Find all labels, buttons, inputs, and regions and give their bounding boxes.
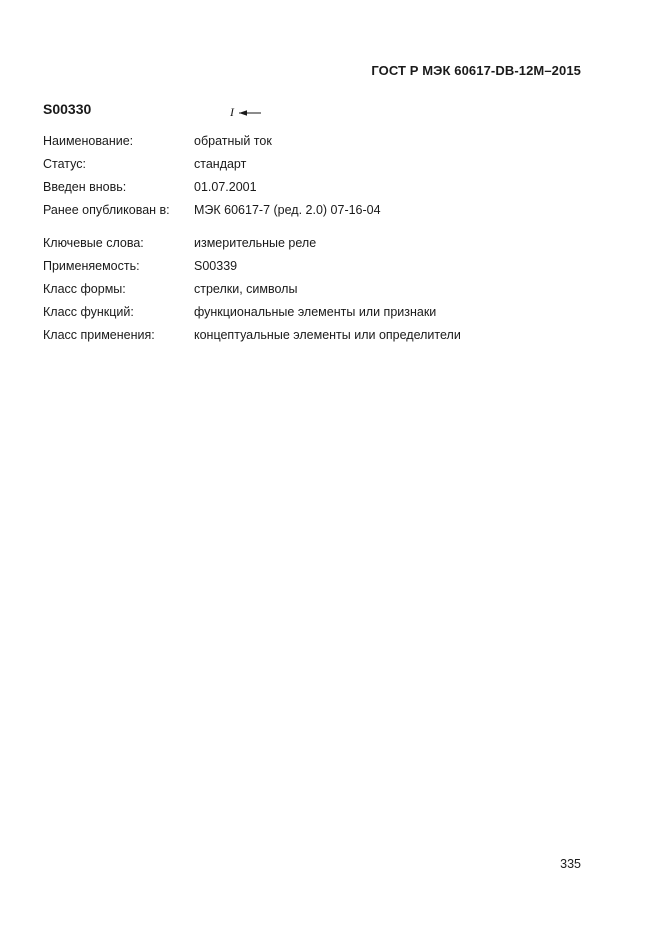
svg-text:I: I bbox=[230, 105, 234, 119]
field-label-previously-published: Ранее опубликован в: bbox=[43, 203, 170, 217]
field-value-function-class: функциональные элементы или признаки bbox=[194, 305, 437, 319]
field-label-applicability: Применяемость: bbox=[43, 259, 140, 273]
field-value-shape-class: стрелки, символы bbox=[194, 282, 298, 296]
field-label-name: Наименование: bbox=[43, 134, 134, 148]
field-value-keywords: измерительные реле bbox=[194, 236, 317, 250]
field-value-status: стандарт bbox=[194, 157, 247, 171]
field-label-introduced: Введен вновь: bbox=[43, 180, 127, 194]
field-label-shape-class: Класс формы: bbox=[43, 282, 126, 296]
field-value-name: обратный ток bbox=[194, 134, 272, 148]
field-value-application-class: концептуальные элементы или определители bbox=[194, 328, 461, 342]
field-value-previously-published: МЭК 60617-7 (ред. 2.0) 07-16-04 bbox=[194, 203, 381, 217]
field-value-introduced: 01.07.2001 bbox=[194, 180, 257, 194]
page-number: 335 bbox=[560, 857, 581, 871]
field-label-application-class: Класс применения: bbox=[43, 328, 155, 342]
field-label-keywords: Ключевые слова: bbox=[43, 236, 144, 250]
reverse-current-symbol-icon bbox=[228, 104, 264, 125]
field-label-status: Статус: bbox=[43, 157, 86, 171]
field-value-applicability: S00339 bbox=[194, 259, 238, 273]
document-header: ГОСТ Р МЭК 60617-DB-12M–2015 bbox=[371, 63, 581, 78]
symbol-code-title: S00330 bbox=[43, 101, 92, 117]
field-label-function-class: Класс функций: bbox=[43, 305, 134, 319]
